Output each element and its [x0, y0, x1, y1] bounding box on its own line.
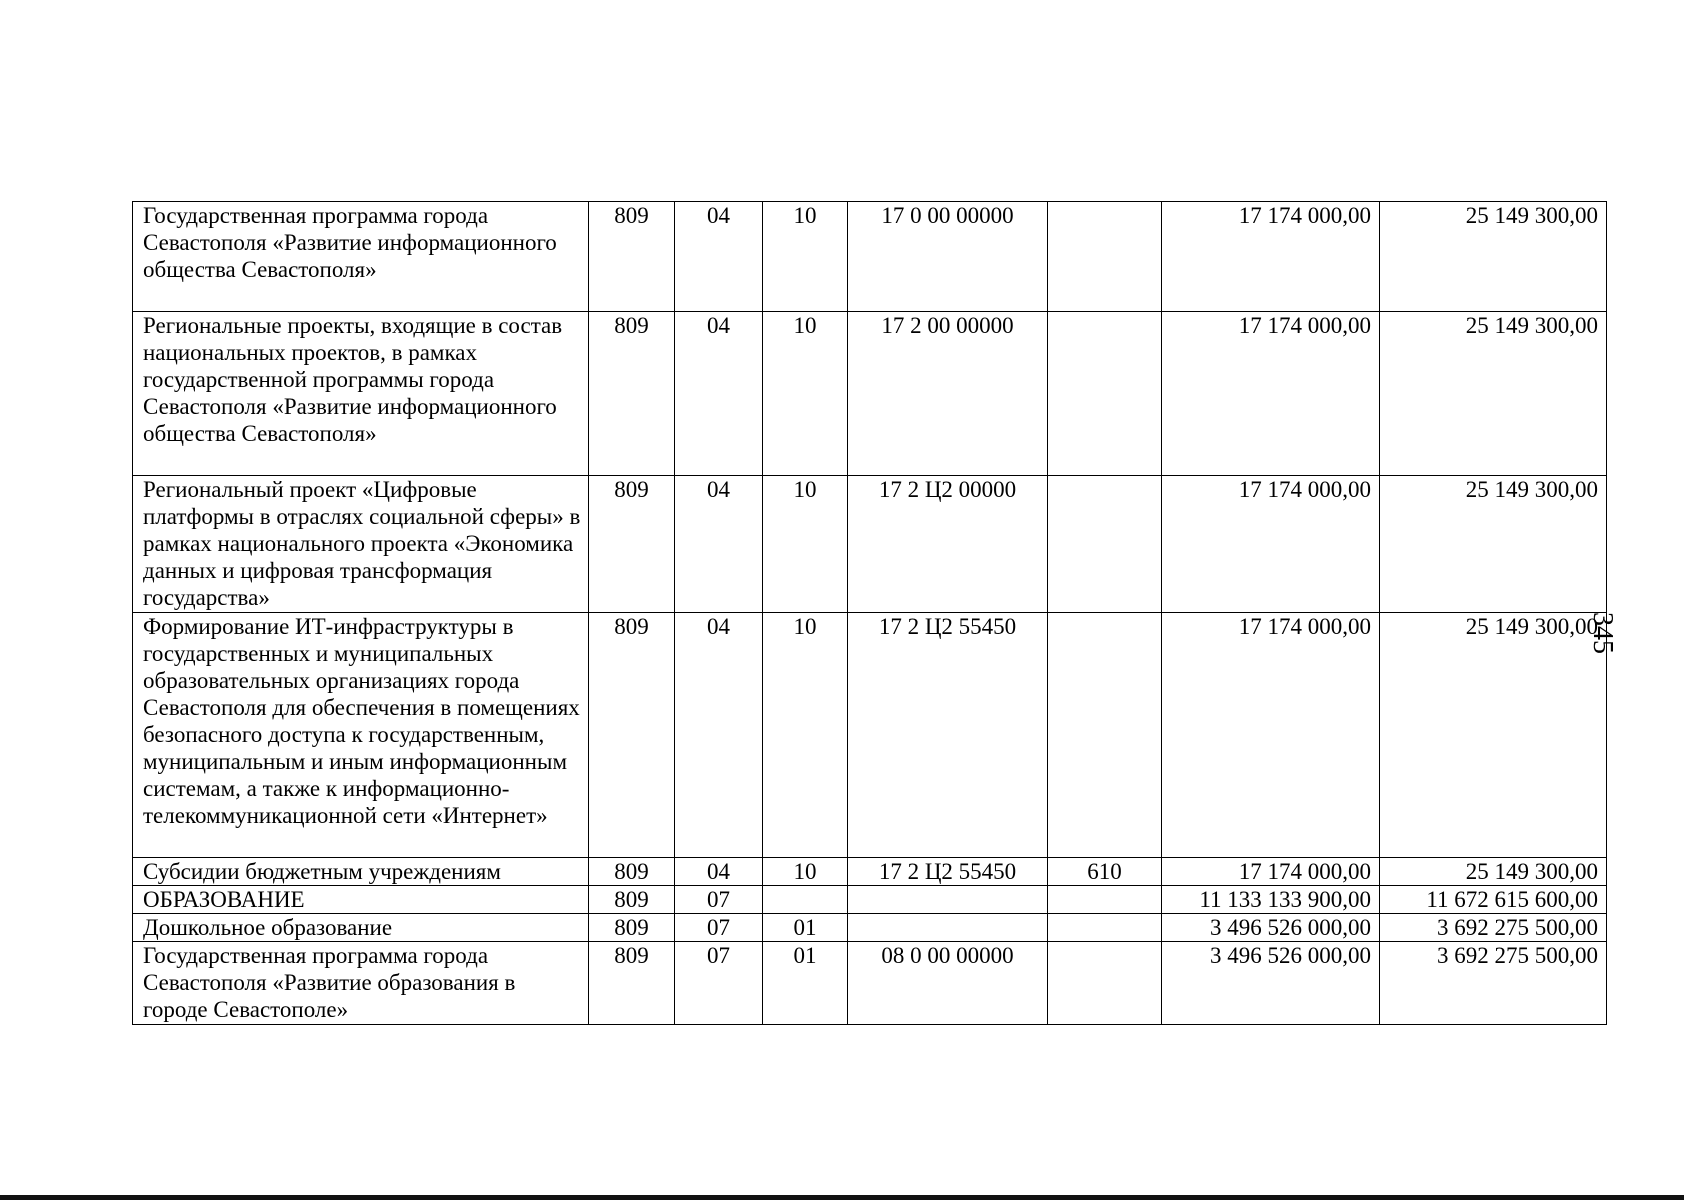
ved-code: 809 — [589, 858, 675, 886]
section-code: 07 — [675, 942, 763, 1025]
amount-year-2: 3 692 275 500,00 — [1380, 942, 1607, 1025]
section-code: 04 — [675, 858, 763, 886]
target-article-code: 08 0 00 00000 — [848, 942, 1048, 1025]
section-code: 04 — [675, 202, 763, 312]
table-row — [133, 858, 1607, 886]
target-article-code: 17 2 00 00000 — [848, 312, 1048, 476]
amount-year-1: 3 496 526 000,00 — [1162, 914, 1380, 942]
target-article-code: 17 2 Ц2 55450 — [848, 858, 1048, 886]
amount-year-1: 3 496 526 000,00 — [1162, 942, 1380, 1025]
section-code: 07 — [675, 886, 763, 914]
section-code: 07 — [675, 914, 763, 942]
subsection-code: 01 — [763, 914, 848, 942]
table-row — [133, 202, 1607, 312]
ved-code: 809 — [589, 202, 675, 312]
target-article-code: 17 0 00 00000 — [848, 202, 1048, 312]
target-article-code — [848, 914, 1048, 942]
expense-type-code — [1048, 476, 1162, 613]
amount-year-1: 11 133 133 900,00 — [1162, 886, 1380, 914]
subsection-code: 10 — [763, 858, 848, 886]
ved-code: 809 — [589, 613, 675, 858]
ved-code: 809 — [589, 914, 675, 942]
table-row — [133, 942, 1607, 1025]
subsection-code: 10 — [763, 202, 848, 312]
expense-type-code — [1048, 613, 1162, 858]
scan-bottom-edge — [0, 1195, 1684, 1200]
ved-code: 809 — [589, 312, 675, 476]
row-name: Государственная программа города Севастополя «Развитие образования в городе Севастополе» — [133, 942, 589, 1025]
amount-year-2: 25 149 300,00 — [1380, 476, 1607, 613]
amount-year-2: 25 149 300,00 — [1380, 613, 1607, 858]
subsection-code — [763, 886, 848, 914]
amount-year-2: 25 149 300,00 — [1380, 312, 1607, 476]
expense-type-code — [1048, 914, 1162, 942]
amount-year-2: 3 692 275 500,00 — [1380, 914, 1607, 942]
amount-year-2: 25 149 300,00 — [1380, 858, 1607, 886]
table-row — [133, 914, 1607, 942]
row-name: ОБРАЗОВАНИЕ — [133, 886, 589, 914]
amount-year-2: 25 149 300,00 — [1380, 202, 1607, 312]
subsection-code: 10 — [763, 613, 848, 858]
ved-code: 809 — [589, 886, 675, 914]
target-article-code — [848, 886, 1048, 914]
row-name: Дошкольное образование — [133, 914, 589, 942]
subsection-code: 01 — [763, 942, 848, 1025]
expense-type-code: 610 — [1048, 858, 1162, 886]
expense-type-code — [1048, 202, 1162, 312]
page-number: 345 — [1587, 612, 1618, 654]
budget-table — [132, 201, 1607, 1025]
amount-year-1: 17 174 000,00 — [1162, 858, 1380, 886]
ved-code: 809 — [589, 942, 675, 1025]
table-row — [133, 476, 1607, 613]
expense-type-code — [1048, 312, 1162, 476]
table-row — [133, 613, 1607, 858]
row-name: Формирование ИТ-инфраструктуры в государственных и муниципальных образовательных организациях города Севастополя для обеспечения в помещениях безопасного доступа к государственным, муниципальным и иным информационным системам, а также к информационно-телекоммуникационной сети «Интернет» — [133, 613, 589, 858]
subsection-code: 10 — [763, 312, 848, 476]
row-name: Государственная программа города Севастополя «Развитие информационного общества Севастополя» — [133, 202, 589, 312]
amount-year-1: 17 174 000,00 — [1162, 476, 1380, 613]
table-row — [133, 886, 1607, 914]
row-name: Региональные проекты, входящие в состав национальных проектов, в рамках государственной программы города Севастополя «Развитие информационного общества Севастополя» — [133, 312, 589, 476]
amount-year-1: 17 174 000,00 — [1162, 312, 1380, 476]
table-row — [133, 312, 1607, 476]
row-name: Субсидии бюджетным учреждениям — [133, 858, 589, 886]
section-code: 04 — [675, 312, 763, 476]
section-code: 04 — [675, 476, 763, 613]
target-article-code: 17 2 Ц2 00000 — [848, 476, 1048, 613]
amount-year-2: 11 672 615 600,00 — [1380, 886, 1607, 914]
expense-type-code — [1048, 942, 1162, 1025]
amount-year-1: 17 174 000,00 — [1162, 613, 1380, 858]
row-name: Региональный проект «Цифровые платформы в отраслях социальной сферы» в рамках национального проекта «Экономика данных и цифровая трансформация государства» — [133, 476, 589, 613]
amount-year-1: 17 174 000,00 — [1162, 202, 1380, 312]
target-article-code: 17 2 Ц2 55450 — [848, 613, 1048, 858]
ved-code: 809 — [589, 476, 675, 613]
section-code: 04 — [675, 613, 763, 858]
subsection-code: 10 — [763, 476, 848, 613]
expense-type-code — [1048, 886, 1162, 914]
